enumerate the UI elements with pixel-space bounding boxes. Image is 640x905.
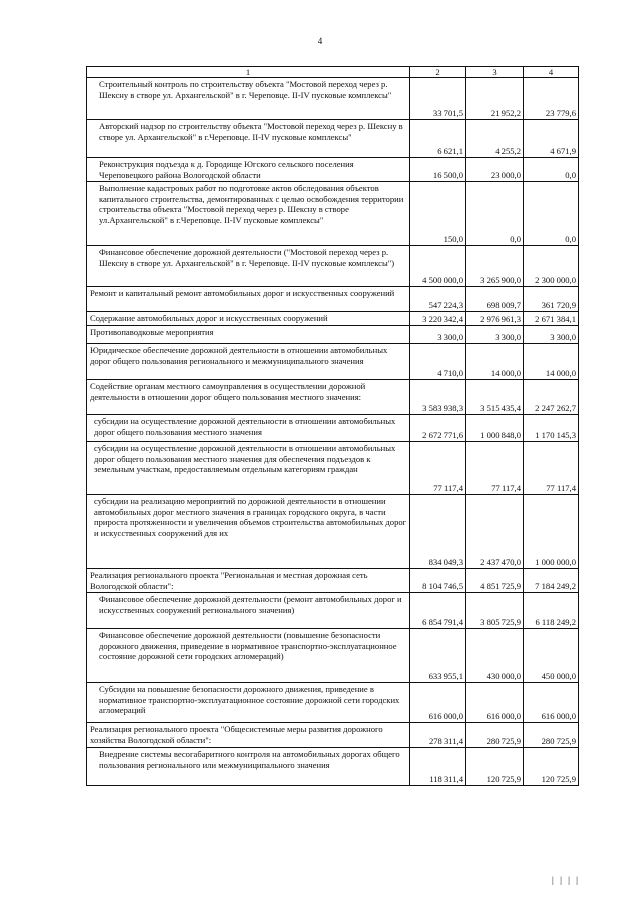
row-label: Финансовое обеспечение дорожной деятельности (повышение безопасности дорожного движения, приведение в нормативное транспортно-эксплуатационное состояние дорожной сети городских агломераций)	[87, 629, 410, 683]
table-row	[87, 120, 579, 158]
row-value-col-3: 0,0	[466, 182, 524, 246]
row-value-col-4: 280 725,9	[524, 723, 579, 748]
row-value-col-4: 616 000,0	[524, 683, 579, 723]
header-col-2: 2	[410, 67, 466, 78]
header-col-4: 4	[524, 67, 579, 78]
row-value-col-4: 6 118 249,2	[524, 593, 579, 629]
row-value-col-3: 77 117,4	[466, 442, 524, 495]
row-value-col-4: 1 170 145,3	[524, 415, 579, 442]
header-col-3: 3	[466, 67, 524, 78]
header-col-1: 1	[87, 67, 410, 78]
table-row	[87, 415, 579, 442]
row-value-col-2: 3 220 342,4	[410, 312, 466, 326]
row-value-col-3: 3 515 435,4	[466, 380, 524, 415]
row-value-col-2: 278 311,4	[410, 723, 466, 748]
row-value-col-4: 2 247 262,7	[524, 380, 579, 415]
table-row	[87, 78, 579, 120]
row-value-col-2: 3 300,0	[410, 326, 466, 344]
row-label: Финансовое обеспечение дорожной деятельности ("Мостовой переход через р. Шексну в створе ул. Архангельской" в г. Череповце. II-IV пусковые комплексы")	[87, 246, 410, 287]
row-value-col-3: 120 725,9	[466, 748, 524, 786]
row-value-col-4: 4 671,9	[524, 120, 579, 158]
table-row	[87, 723, 579, 748]
row-value-col-3: 280 725,9	[466, 723, 524, 748]
row-label: Юридическое обеспечение дорожной деятельности в отношении автомобильных дорог общего пользования регионального и межмуниципального значения	[87, 344, 410, 380]
row-value-col-4: 2 300 000,0	[524, 246, 579, 287]
row-value-col-2: 118 311,4	[410, 748, 466, 786]
row-value-col-2: 77 117,4	[410, 442, 466, 495]
row-label: Реализация регионального проекта "Общесистемные меры развития дорожного хозяйства Вологодской области":	[87, 723, 410, 748]
row-value-col-4: 23 779,6	[524, 78, 579, 120]
page-number: 4	[317, 36, 323, 46]
row-value-col-3: 2 437 470,0	[466, 495, 524, 569]
row-value-col-4: 450 000,0	[524, 629, 579, 683]
table-row	[87, 158, 579, 182]
row-value-col-4: 7 184 249,2	[524, 569, 579, 593]
row-value-col-3: 1 000 848,0	[466, 415, 524, 442]
row-value-col-2: 4 500 000,0	[410, 246, 466, 287]
row-label: Противопаводковые мероприятия	[87, 326, 410, 344]
row-value-col-3: 4 851 725,9	[466, 569, 524, 593]
row-value-col-4: 120 725,9	[524, 748, 579, 786]
table-header-row	[87, 67, 579, 78]
row-value-col-4: 2 671 384,1	[524, 312, 579, 326]
row-value-col-2: 8 104 746,5	[410, 569, 466, 593]
row-value-col-3: 2 976 961,3	[466, 312, 524, 326]
table-row	[87, 683, 579, 723]
table-row	[87, 629, 579, 683]
row-value-col-4: 361 720,9	[524, 287, 579, 312]
row-value-col-4: 0,0	[524, 182, 579, 246]
row-value-col-4: 14 000,0	[524, 344, 579, 380]
row-value-col-2: 834 049,3	[410, 495, 466, 569]
row-value-col-2: 6 621,1	[410, 120, 466, 158]
row-value-col-3: 3 805 725,9	[466, 593, 524, 629]
row-value-col-3: 23 000,0	[466, 158, 524, 182]
row-value-col-3: 3 265 900,0	[466, 246, 524, 287]
budget-table	[86, 66, 579, 786]
row-value-col-4: 0,0	[524, 158, 579, 182]
row-label: Субсидии на повышение безопасности дорожного движения, приведение в нормативное транспортно-эксплуатационное состояние дорожной сети городских агломераций	[87, 683, 410, 723]
row-value-col-2: 547 224,3	[410, 287, 466, 312]
row-value-col-2: 633 955,1	[410, 629, 466, 683]
row-value-col-2: 150,0	[410, 182, 466, 246]
row-value-col-3: 3 300,0	[466, 326, 524, 344]
row-label: субсидии на осуществление дорожной деятельности в отношении автомобильных дорог общего пользования местного значения	[87, 415, 410, 442]
row-value-col-4: 77 117,4	[524, 442, 579, 495]
table-row	[87, 287, 579, 312]
row-label: субсидии на реализацию мероприятий по дорожной деятельности в отношении автомобильных дорог местного значения в границах городского округа, в части прироста протяженности и увеличения объемов строительства автомобильных дорог и искусственных сооружений для их	[87, 495, 410, 569]
table-body	[87, 78, 579, 786]
row-value-col-4: 1 000 000,0	[524, 495, 579, 569]
row-label: Содержание автомобильных дорог и искусственных сооружений	[87, 312, 410, 326]
row-value-col-3: 4 255,2	[466, 120, 524, 158]
table-row	[87, 593, 579, 629]
row-value-col-3: 698 009,7	[466, 287, 524, 312]
row-label: Реконструкция подъезда к д. Городище Югского сельского поселения Череповецкого района Вологодской области	[87, 158, 410, 182]
table-row	[87, 495, 579, 569]
row-value-col-2: 33 701,5	[410, 78, 466, 120]
row-label: Финансовое обеспечение дорожной деятельности (ремонт автомобильных дорог и искусственных сооружений регионального значения)	[87, 593, 410, 629]
row-value-col-4: 3 300,0	[524, 326, 579, 344]
row-label: Реализация регионального проекта "Региональная и местная дорожная сеть Вологодской области":	[87, 569, 410, 593]
row-value-col-3: 21 952,2	[466, 78, 524, 120]
row-label: Выполнение кадастровых работ по подготовке актов обследования объектов капитального строительства, демонтированных с целью освобождения территории строительства объекта "Мостовой переход через р. Шексну в створе ул.Архангельской" в г.Череповце. II-IV пусковые комплексы"	[87, 182, 410, 246]
table-row	[87, 326, 579, 344]
row-label: Внедрение системы весогабаритного контроля на автомобильных дорогах общего пользования регионального или межмуниципального значения	[87, 748, 410, 786]
table-row	[87, 380, 579, 415]
table-row	[87, 344, 579, 380]
row-label: Содействие органам местного самоуправления в осуществлении дорожной деятельности в отношении дорог общего пользования местного значения:	[87, 380, 410, 415]
row-value-col-2: 616 000,0	[410, 683, 466, 723]
table-row	[87, 182, 579, 246]
row-label: Ремонт и капитальный ремонт автомобильных дорог и искусственных сооружений	[87, 287, 410, 312]
row-value-col-2: 3 583 938,3	[410, 380, 466, 415]
table-row	[87, 246, 579, 287]
table-row	[87, 312, 579, 326]
table-row	[87, 442, 579, 495]
row-value-col-3: 616 000,0	[466, 683, 524, 723]
row-value-col-2: 2 672 771,6	[410, 415, 466, 442]
page-corner-mark: | | | |	[552, 875, 580, 885]
row-value-col-2: 6 854 791,4	[410, 593, 466, 629]
row-value-col-2: 16 500,0	[410, 158, 466, 182]
row-label: субсидии на осуществление дорожной деятельности в отношении автомобильных дорог общего пользования местного значения для обеспечения подъездов к земельным участкам, предоставляемым отдельным категориям граждан	[87, 442, 410, 495]
row-value-col-3: 14 000,0	[466, 344, 524, 380]
table-row	[87, 569, 579, 593]
row-label: Строительный контроль по строительству объекта "Мостовой переход через р. Шексну в створе ул. Архангельской" в г. Череповце. II-IV пусковые комплексы"	[87, 78, 410, 120]
row-value-col-2: 4 710,0	[410, 344, 466, 380]
table-row	[87, 748, 579, 786]
row-value-col-3: 430 000,0	[466, 629, 524, 683]
row-label: Авторский надзор по строительству объекта "Мостовой переход через р. Шексну в створе ул. Архангельской" в г.Череповце. II-IV пусковые комплексы"	[87, 120, 410, 158]
